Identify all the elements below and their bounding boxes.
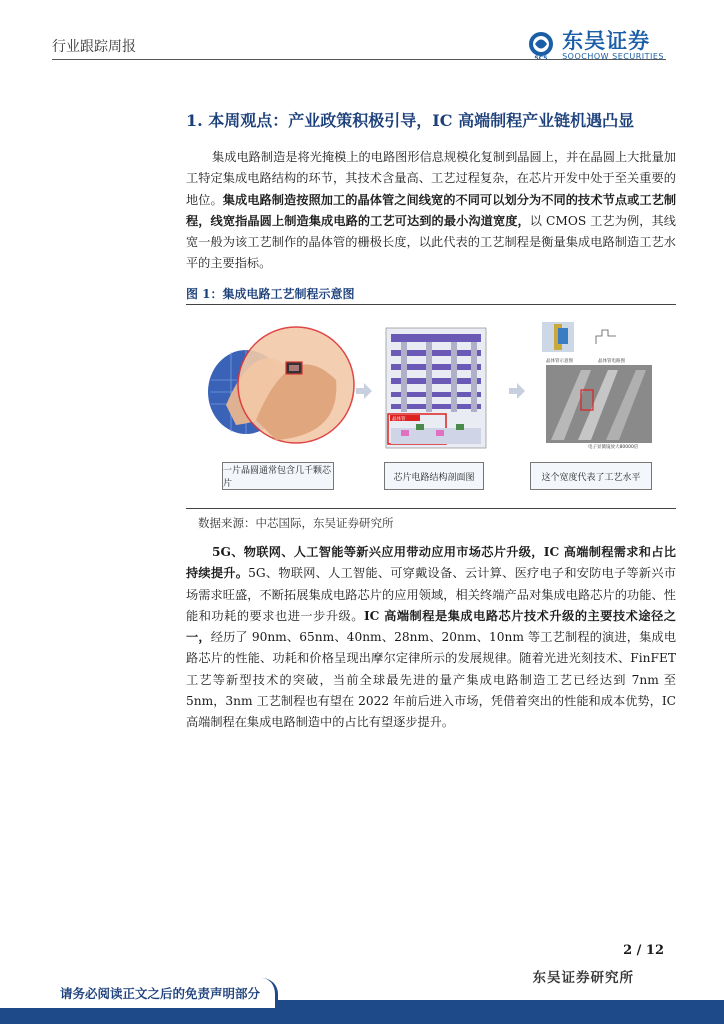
para2-text-b: 经历了 90nm、65nm、40nm、28nm、20nm、10nm 等工艺制程的演进，集成电路芯片的性能、功耗和价格呈现出摩尔定律所示的发展规律。随着光进光刻技术、FinFET 工艺等新型技术的突破，当前全球最先进的量产集成电路制造工艺已经达到 7nm 至 5nm，3nm 工艺制程也有望在 2022 年前后进入市场，凭借着突出的性能和成本优势，IC 高端制程在集成电路制造中的占比有望逐步提升。	[186, 630, 677, 730]
paragraph-intro	[186, 147, 676, 275]
footer-org: 东吴证券研究所	[532, 970, 634, 986]
transistor-diagram-label: 晶体管示意图	[546, 359, 573, 364]
transistor-circuit-label: 晶体管电路图	[598, 359, 625, 364]
paragraph-market	[186, 542, 676, 734]
figure-illustration	[186, 310, 676, 460]
transistor-inner-label: 晶体管	[392, 417, 406, 422]
figure-source: 数据来源：中芯国际，东吴证券研究所	[198, 516, 394, 530]
para2-bold-b: IC 高端制程是集成电路芯片技术升级的主要技术途径之一，	[186, 608, 676, 645]
sem-panel	[542, 322, 652, 450]
para2-text-a: 5G、物联网、人工智能、可穿戴设备、云计算、医疗电子和安防电子等新兴市场需求旺盛，不断拓展集成电路芯片的应用领域，相关终端产品对集成电路芯片的功能、性能和功耗的要求也进一步升级。	[186, 566, 676, 623]
logo-cn-text: 东吴证券	[562, 29, 651, 53]
company-logo	[526, 30, 664, 61]
para2-bold-a: 5G、物联网、人工智能等新兴应用带动应用市场芯片升级，IC 高端制程需求和占比持续提升。	[186, 545, 676, 581]
process-figure	[186, 310, 676, 508]
logo-abbr: SCS	[534, 54, 548, 61]
figure-bottom-rule	[186, 508, 676, 509]
para1-text-a: 集成电路制造是将光掩模上的电路图形信息规模化复制到晶圆上，并在晶圆上大批量加工特定集成电路结构的环节，其技术含量高、工艺过程复杂，在芯片开发中处于至关重要的地位。	[186, 150, 676, 207]
disclaimer-note: 请务必阅读正文之后的免责声明部分	[60, 986, 261, 1001]
cross-section-label: 芯片电路结构剖面图	[384, 462, 484, 490]
arrow-icon	[356, 383, 372, 399]
para1-text-b: 以 CMOS 工艺为例，其线宽一般为该工艺制作的晶体管的栅极长度，以此代表的工艺制程是衡量集成电路制造工艺水平的主要指标。	[186, 213, 676, 271]
figure-caption: 图 1：集成电路工艺制程示意图	[186, 287, 355, 301]
para1-bold-a: 集成电路制造按照加工的晶体管之间线宽的不同可以划分为不同的技术节点或工艺制程，线宽指晶圆上制造集成电路的工艺可达到的最小沟道宽度，	[186, 192, 677, 228]
sem-zoom-label: 电子显微镜放大80000倍	[588, 445, 639, 450]
linewidth-label: 这个宽度代表了工艺水平	[530, 462, 652, 490]
page-number: 2 / 12	[623, 943, 664, 958]
arrow-icon	[509, 383, 525, 399]
report-type-label: 行业跟踪周报	[52, 39, 136, 55]
logo-mark-icon	[526, 31, 556, 61]
section-title: 1. 本周观点：产业政策积极引导，IC 高端制程产业链机遇凸显	[186, 111, 635, 130]
figure-top-rule	[186, 304, 676, 305]
wafer-panel	[208, 327, 354, 443]
logo-en-text: SOOCHOW SECURITIES	[562, 52, 664, 61]
header-divider	[52, 59, 666, 60]
cross-section-panel	[386, 328, 486, 448]
wafer-label: 一片晶圆通常包含几千颗芯片	[222, 462, 334, 490]
